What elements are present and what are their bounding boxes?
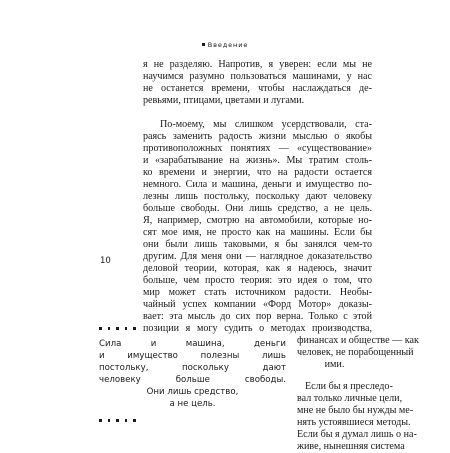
body-line: ко времени и энергии, что на радости остается (143, 167, 372, 178)
dot (99, 327, 102, 330)
body-line: Если бы я преследо- (305, 381, 393, 392)
dot (116, 419, 119, 422)
body-line: вал только личные цели, (297, 393, 403, 404)
pullquote-top-dots (99, 327, 159, 331)
dot (125, 419, 128, 422)
dot (108, 419, 111, 422)
pullquote-line: а не цель. (169, 399, 216, 409)
body-line: финансах и обществе — как (297, 335, 419, 346)
body-line: они были лишь таковыми, я бы занялся чем-то (143, 239, 372, 250)
header-square-bullet (202, 43, 205, 46)
running-header (0, 41, 450, 49)
dot (133, 419, 136, 422)
header-title: Введение (207, 41, 249, 49)
body-line: я не разделяю. Напротив, я уверен: если мы не (143, 59, 372, 70)
pullquote-line: Сила и машина, деньги (99, 339, 286, 349)
body-line: другим. Для меня они — наглядное доказательство (143, 251, 372, 262)
body-line: ими. (324, 359, 345, 370)
pullquote-line: Они лишь средство, (146, 387, 239, 397)
pullquote-line: человеку больше свободы. (99, 375, 286, 385)
body-line: деловой теории, которая, как я надеюсь, значит (143, 263, 372, 274)
dot (133, 327, 136, 330)
body-line: и «зарабатывание на жизнь». Мы тратим столь- (143, 155, 372, 166)
pullquote-line: постольку, поскольку дают (99, 363, 286, 373)
body-line: лезны лишь постольку, поскольку дают человеку (143, 191, 372, 202)
body-line: противоположных понятиях — «существование» (143, 143, 372, 154)
body-line: чайный успех компании «Форд Мотор» доказы- (143, 299, 372, 310)
dot (99, 419, 102, 422)
dot (125, 327, 128, 330)
body-line: позиции я могу судить о методах производства, (143, 323, 372, 334)
body-line: научимся разумно пользоваться машинами, у нас (143, 71, 372, 82)
pullquote-line: и имущество полезны лишь (99, 351, 286, 361)
body-line: мир может стать источником радости. Необы- (143, 287, 372, 298)
dot (108, 327, 111, 330)
dot (116, 327, 119, 330)
body-line: не останется времени, чтобы наслаждаться де- (143, 83, 372, 94)
body-line: ревьями, птицами, цветами и лугами. (143, 95, 305, 106)
body-line: больше, чем просто теория: это идея о том, что (143, 275, 372, 286)
body-line: мне не было бы нужды ме- (297, 405, 414, 416)
body-line: нять устоявшиеся методы. (297, 417, 411, 428)
body-line: Если бы я думал лишь о на- (297, 429, 417, 440)
body-line: Я, например, смотрю на автомобили, которые но- (143, 215, 372, 226)
body-line: сят мое имя, не просто как на машины. Если бы (143, 227, 372, 238)
body-line: человек, не порабощенный (297, 347, 414, 358)
page-number: 10 (100, 256, 111, 266)
body-line: вает: эта мысль до сих пор верна. Только с этой (143, 311, 372, 322)
pullquote-bottom-dots (99, 419, 159, 423)
body-line: живе, нынешняя система (297, 441, 405, 452)
body-line: раясь заменить радость жизни мыслью о якобы (143, 131, 372, 142)
body-line: больше свободы. Они лишь средство, а не цель. (143, 203, 372, 214)
body-line: немного. Сила и машина, деньги и имущество по- (143, 179, 372, 190)
body-line: По-моему, мы слишком усердствовали, ста- (160, 119, 372, 130)
